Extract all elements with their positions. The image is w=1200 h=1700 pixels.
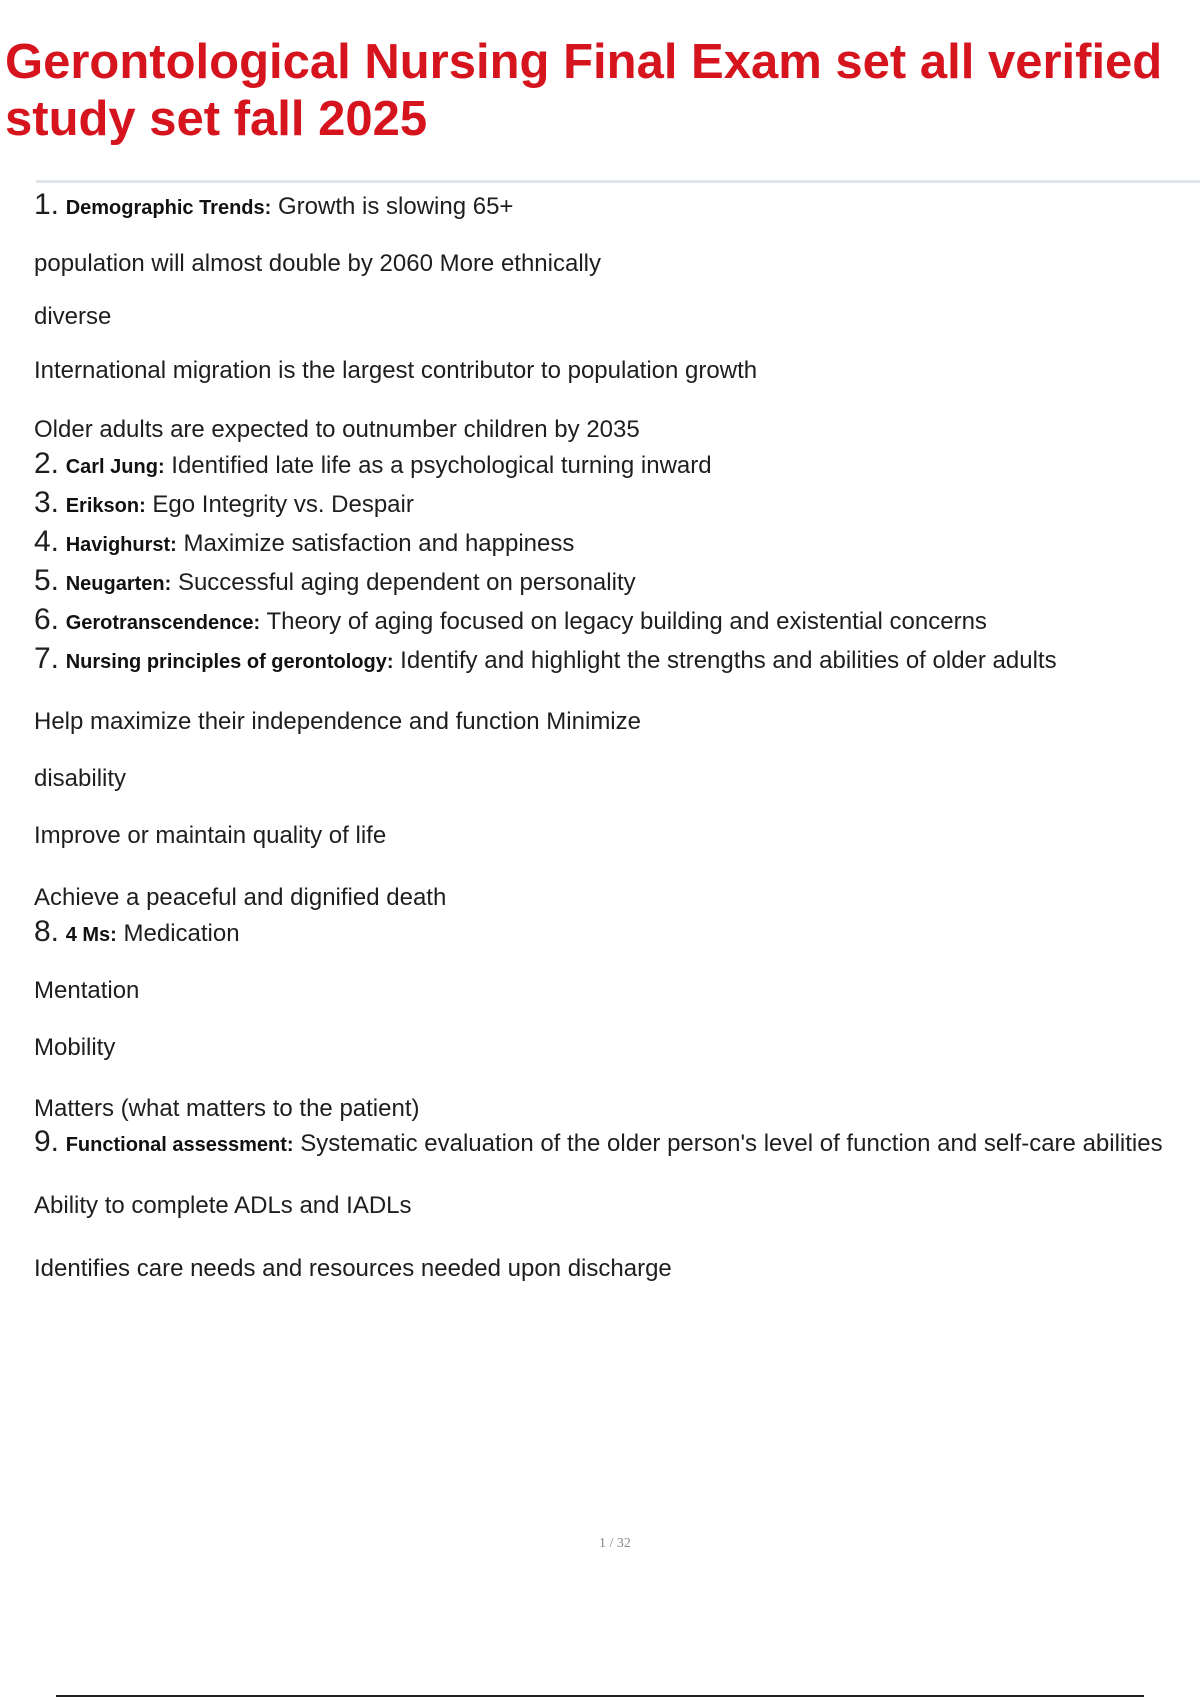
item-term: Erikson: bbox=[65, 495, 146, 517]
document-title: Gerontological Nursing Final Exam set all verified study set fall 2025 bbox=[5, 35, 1163, 146]
item-term: Functional assessment: bbox=[65, 1134, 294, 1156]
item-detail-line: Older adults are expected to outnumber children by 2035 bbox=[34, 416, 640, 443]
list-item-nursing-principles bbox=[34, 641, 1174, 680]
study-set-list bbox=[34, 187, 1174, 1287]
item-term: Neugarten: bbox=[65, 573, 172, 595]
item-term: Demographic Trends: bbox=[65, 197, 272, 219]
item-term: Nursing principles of gerontology: bbox=[65, 651, 394, 673]
item-definition: Successful aging dependent on personality bbox=[177, 569, 636, 596]
item-number: 4. bbox=[34, 525, 60, 558]
item-detail-line: Matters (what matters to the patient) bbox=[34, 1095, 420, 1122]
item-definition: Systematic evaluation of the older person's level of function and self-care abilities bbox=[300, 1130, 1163, 1157]
item-number: 1. bbox=[34, 188, 60, 221]
item-detail-line: Achieve a peaceful and dignified death bbox=[34, 884, 447, 911]
item-detail-line: Identifies care needs and resources needed upon discharge bbox=[34, 1255, 672, 1282]
item-term: 4 Ms: bbox=[65, 924, 117, 946]
item-number: 3. bbox=[34, 486, 60, 519]
list-item-carl-jung bbox=[34, 446, 1174, 485]
list-item-erikson bbox=[34, 485, 1174, 524]
item-detail-line: Mentation bbox=[34, 977, 140, 1004]
item-number: 2. bbox=[34, 447, 60, 480]
item-term: Carl Jung: bbox=[65, 456, 165, 478]
list-item-havighurst bbox=[34, 524, 1174, 563]
title-divider bbox=[36, 180, 1200, 183]
list-item-4-ms bbox=[34, 914, 1174, 953]
list-item-neugarten bbox=[34, 563, 1174, 602]
item-definition: Identify and highlight the strengths and abilities of older adults bbox=[400, 647, 1057, 674]
item-detail-line: Ability to complete ADLs and IADLs bbox=[34, 1192, 412, 1219]
item-definition: Identified late life as a psychological turning inward bbox=[171, 452, 712, 479]
item-definition: Maximize satisfaction and happiness bbox=[183, 530, 575, 557]
item-number: 5. bbox=[34, 564, 60, 597]
item-definition: Ego Integrity vs. Despair bbox=[152, 491, 414, 518]
item-detail-line: diverse bbox=[34, 303, 112, 330]
item-detail-line: Improve or maintain quality of life bbox=[34, 822, 387, 849]
item-detail-line: disability bbox=[34, 765, 127, 792]
item-number: 7. bbox=[34, 642, 60, 675]
item-detail-line: Help maximize their independence and function Minimize bbox=[34, 708, 641, 735]
item-term: Havighurst: bbox=[65, 534, 177, 556]
item-detail-line: population will almost double by 2060 More ethnically bbox=[34, 250, 601, 277]
item-term: Gerotranscendence: bbox=[65, 612, 261, 634]
item-definition: Theory of aging focused on legacy building and existential concerns bbox=[266, 608, 987, 635]
footer-divider bbox=[56, 1695, 1144, 1697]
item-definition: Medication bbox=[123, 920, 240, 947]
page-number: 1 / 32 bbox=[599, 1536, 631, 1551]
item-definition: Growth is slowing 65+ bbox=[277, 193, 514, 220]
list-item-gerotranscendence bbox=[34, 602, 1174, 641]
list-item-demographic-trends bbox=[34, 187, 1174, 226]
item-detail-line: International migration is the largest contributor to population growth bbox=[34, 357, 758, 384]
item-detail-line: Mobility bbox=[34, 1034, 116, 1061]
list-item-functional-assessment bbox=[34, 1127, 1174, 1160]
item-number: 8. bbox=[34, 915, 60, 948]
item-number: 6. bbox=[34, 603, 60, 636]
item-number: 9. bbox=[34, 1125, 60, 1158]
